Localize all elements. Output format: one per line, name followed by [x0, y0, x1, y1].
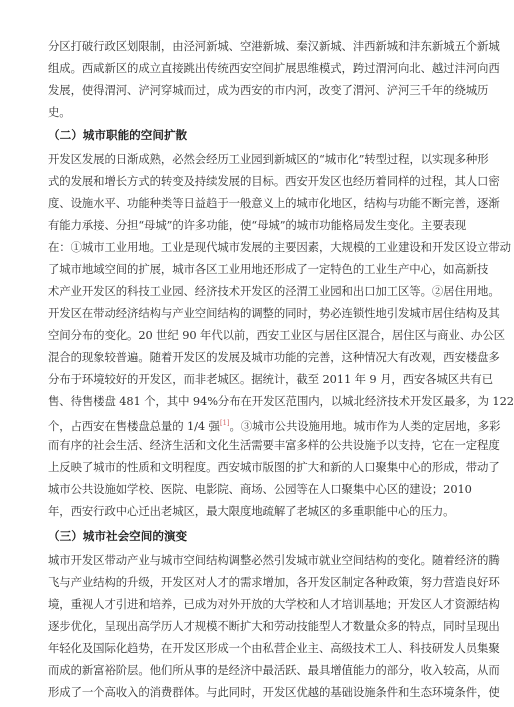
paragraph-line: 城市开发区带动产业与城市空间结构调整必然引发城市就业空间结构的变化。随着经济的腾	[48, 553, 500, 567]
paragraph-line: 有能力承接、分担“母城”的许多功能，使“母城”的城市功能格局发生变化。主要表现	[48, 218, 467, 232]
paragraph-line: 而成的新富裕阶层。他们所从事的是经济中最活跃、最具增值能力的部分，收入较高，从而	[48, 663, 500, 677]
paragraph-line: 年轻化及国际化趋势，在开发区形成一个由私营企业主、高级技术工人、科技研发人员集聚	[48, 641, 500, 655]
paragraph-line: 式的发展和增长方式的转变及持续发展的目标。西安开发区也经历着同样的过程，其人口密	[48, 174, 500, 188]
paragraph-line: 城市公共设施如学校、医院、电影院、商场、公园等在人口聚集中心区的建设；2010	[48, 482, 472, 496]
paragraph-line: 上反映了城市的性质和文明程度。西安城市版图的扩大和新的人口聚集中心的形成，带动了	[48, 460, 500, 474]
paragraph-line: 空间分布的变化。20 世纪 90 年代以前，西安工业区与居住区混合，居住区与商业、办公区	[48, 328, 505, 342]
paragraph-line: 度、设施水平、功能种类等日益趋于一般意义上的城市化地区，结构与功能不断完善，逐渐	[48, 196, 500, 210]
line-text: 。③城市公共设施用地。城市作为人类的定居地，多彩	[229, 418, 501, 433]
paragraph-line: 售、待售楼盘 481 个，其中 94%分布在开发区范围内，以城北经济技术开发区最多，为 122	[48, 394, 514, 408]
paragraph-line: 境，重视人才引进和培养，已成为对外开放的大学校和人才培训基地；开发区人才资源结构	[48, 597, 500, 611]
footnote-marker[interactable]: [1]	[219, 419, 230, 427]
paragraph-line: 在：①城市工业用地。工业是现代城市发展的主要因素，大规模的工业建设和开发区设立带动	[48, 240, 511, 254]
paragraph-line: 术产业开发区的科技工业园、经济技术开发区的泾渭工业园和出口加工区等。②居住用地。	[48, 284, 500, 298]
section-heading: （二）城市职能的空间扩散	[48, 128, 188, 142]
paragraph-line: 史。	[48, 105, 71, 119]
paragraph-line: 形成了一个高收入的消费群体。与此同时，开发区优越的基础设施条件和生态环境条件，使	[48, 685, 500, 699]
paragraph-line: 组成。西咸新区的成立直接跳出传统西安空间扩展思维模式，跨过渭河向北、越过沣河向西	[48, 61, 500, 75]
line-text: 个，占西安在售楼盘总量的 1/4 强	[48, 418, 220, 433]
section-heading: （三）城市社会空间的演变	[48, 529, 188, 543]
paragraph-line: 飞与产业结构的升级，开发区对人才的需求增加，各开发区制定各种政策，努力营造良好环	[48, 575, 500, 589]
paragraph-line: 发展，使得渭河、浐河穿城而过，成为西安的市内河，改变了渭河、浐河三千年的绕城历	[48, 83, 489, 97]
paragraph-line: 分布于环境较好的开发区，而非老城区。据统计，截至 2011 年 9 月，西安各城区共有已	[48, 372, 493, 386]
paragraph-line: 混合的现象较普遍。随着开发区的发展及城市功能的完善，这种情况大有改观，西安楼盘多	[48, 350, 500, 364]
paragraph-line: 分区打破行政区划限制，由泾河新城、空港新城、秦汉新城、沣西新城和沣东新城五个新城	[48, 39, 500, 53]
paragraph-line-with-footnote	[48, 416, 501, 434]
paragraph-line: 而有序的社会生活、经济生活和文化生活需要丰富多样的公共设施予以支持，它在一定程度	[48, 438, 500, 452]
paragraph-line: 开发区发展的日渐成熟，必然会经历工业园到新城区的“城市化”转型过程，以实现多种形	[48, 152, 489, 166]
paragraph-line: 年，西安行政中心迁出老城区，最大限度地疏解了老城区的多重职能中心的压力。	[48, 504, 455, 518]
paragraph-line: 开发区在带动经济结构与产业空间结构的调整的同时，势必连锁性地引发城市居住结构及其	[48, 306, 500, 320]
paragraph-line: 了城市地域空间的扩展，城市各区工业用地还形成了一定特色的工业生产中心，如高新技	[48, 262, 489, 276]
paragraph-line: 逐步优化，呈现出高学历人才规模不断扩大和劳动技能型人才数量众多的特点，同时呈现出	[48, 619, 500, 633]
